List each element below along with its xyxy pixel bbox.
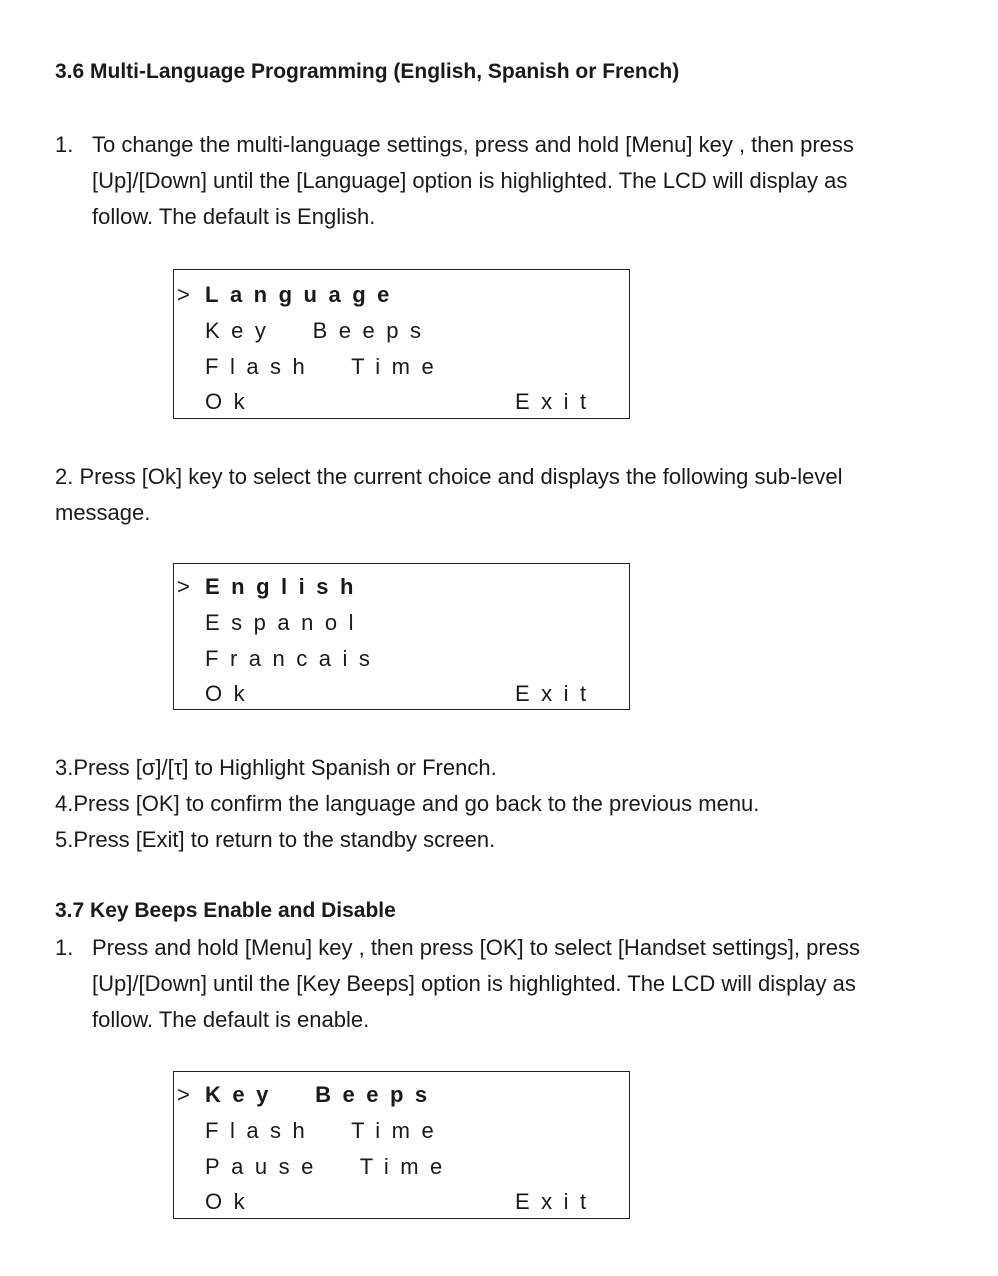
step-line: follow. The default is English. xyxy=(92,204,376,229)
lcd-label: Francais xyxy=(205,646,382,671)
lcd-label: English xyxy=(205,574,365,599)
section-3-6-heading: 3.6 Multi-Language Programming (English, Spanish or French) xyxy=(55,60,680,83)
cursor-arrow-icon: > xyxy=(177,1082,190,1107)
step-line: 3.Press [σ]/[τ] to Highlight Spanish or French. xyxy=(55,755,497,780)
lcd-exit-softkey: Exit xyxy=(515,1189,598,1214)
lcd-label: Key Beeps xyxy=(205,1082,439,1107)
lcd-key-beeps-menu xyxy=(173,1071,630,1219)
lcd-label: Language xyxy=(205,282,401,307)
section-3-6-steps-3-5 xyxy=(55,750,955,858)
lcd-softkey-row xyxy=(174,676,629,712)
lcd-softkey-row xyxy=(174,384,629,420)
step-line: To change the multi-language settings, press and hold [Menu] key , then press xyxy=(92,132,854,157)
lcd-exit-softkey: Exit xyxy=(515,389,598,414)
lcd-label: Espanol xyxy=(205,610,366,635)
lcd-ok-softkey: Ok xyxy=(205,389,257,414)
step-line: 5.Press [Exit] to return to the standby screen. xyxy=(55,827,496,852)
lcd-ok-softkey: Ok xyxy=(205,1189,257,1214)
step-line: 2. Press [Ok] key to select the current choice and displays the following sub-level xyxy=(55,464,843,489)
cursor-arrow-icon: > xyxy=(177,282,190,307)
cursor-arrow-icon: > xyxy=(177,574,190,599)
lcd-label: Flash Time xyxy=(205,1118,446,1143)
step-text xyxy=(92,930,860,1038)
section-3-6-step-2 xyxy=(55,459,955,531)
step-line: 4.Press [OK] to confirm the language and go back to the previous menu. xyxy=(55,791,760,816)
lcd-exit-softkey: Exit xyxy=(515,681,598,706)
section-3-7-heading: 3.7 Key Beeps Enable and Disable xyxy=(55,899,396,922)
step-number: 1. xyxy=(55,132,74,157)
lcd-language-submenu xyxy=(173,563,630,710)
lcd-ok-softkey: Ok xyxy=(205,681,257,706)
lcd-label: Flash Time xyxy=(205,354,446,379)
lcd-softkey-row xyxy=(174,1184,629,1220)
lcd-label: Key Beeps xyxy=(205,318,433,343)
section-3-6-step-1 xyxy=(55,127,955,235)
step-line: follow. The default is enable. xyxy=(92,1007,370,1032)
step-line: message. xyxy=(55,500,151,525)
lcd-language-menu xyxy=(173,269,630,419)
step-line: [Up]/[Down] until the [Language] option is highlighted. The LCD will display as xyxy=(92,168,848,193)
step-number: 1. xyxy=(55,935,74,960)
step-line: [Up]/[Down] until the [Key Beeps] option is highlighted. The LCD will display as xyxy=(92,971,856,996)
step-line: Press and hold [Menu] key , then press [OK] to select [Handset settings], press xyxy=(92,935,860,960)
lcd-label: Pause Time xyxy=(205,1154,454,1179)
section-3-7-step-1 xyxy=(55,930,955,1038)
step-text xyxy=(92,127,854,235)
